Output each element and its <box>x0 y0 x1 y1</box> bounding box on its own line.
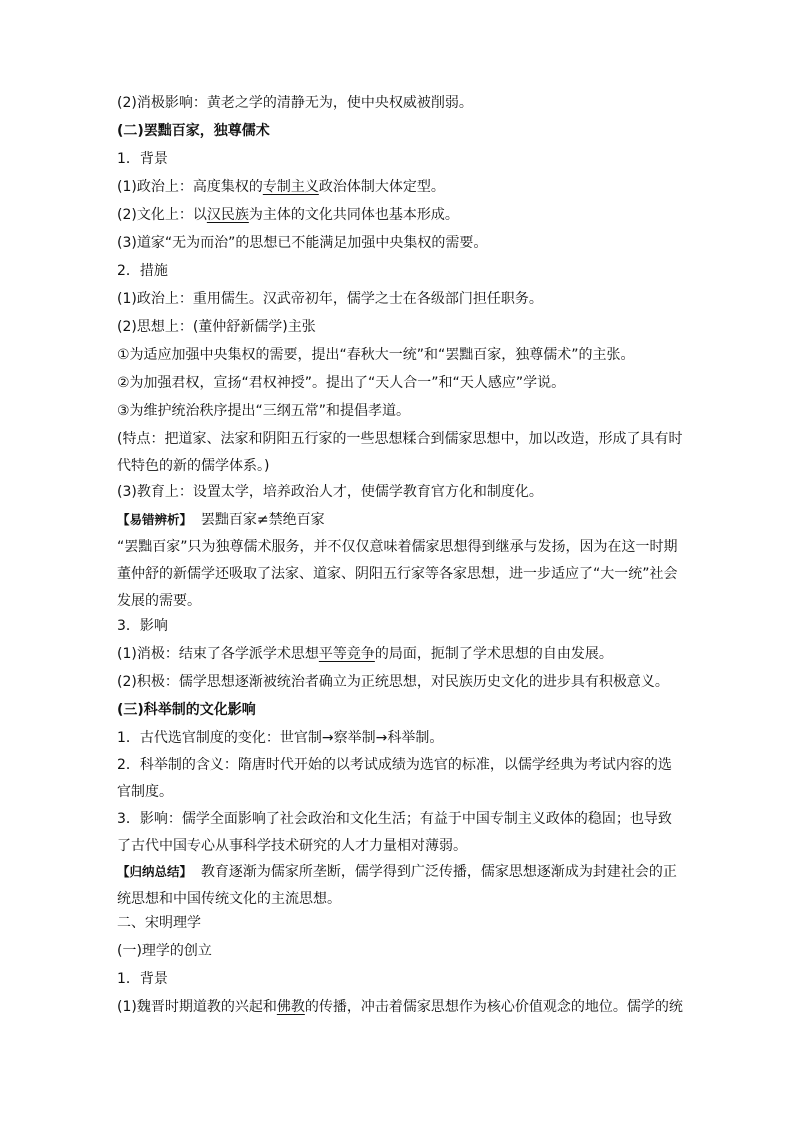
text-span: (1)政治上：高度集权的 <box>117 179 263 195</box>
text-line: (3)道家“无为而治”的思想已不能满足加强中央集权的需要。 <box>117 235 488 251</box>
underlined-term: 佛教 <box>276 999 305 1015</box>
text-line: (2)思想上：(董仲舒新儒学)主张 <box>117 319 316 335</box>
callout-heading <box>117 511 683 529</box>
text-span: 的传播，冲击着儒家思想作为核心价值观念的地位。儒学的统 <box>304 999 683 1015</box>
text-span: 为主体的文化共同体也基本形成。 <box>248 207 459 223</box>
text-line: (1)政治上：重用儒生。汉武帝初年，儒学之士在各级部门担任职务。 <box>117 291 543 307</box>
underlined-term: 平等竞争 <box>318 646 375 662</box>
text-line: ③为维护统治秩序提出“三纲五常”和提倡孝道。 <box>117 403 411 419</box>
text-line: 1．古代选官制度的变化：世官制→察举制→科举制。 <box>117 730 444 746</box>
text-span: 的局面，扼制了学术思想的自由发展。 <box>374 646 613 662</box>
section-heading: 二、宋明理学 <box>117 915 201 931</box>
text-line <box>117 206 683 224</box>
text-span: (1)消极：结束了各学派学术思想 <box>117 646 319 662</box>
text-line: (3)教育上：设置太学，培养政治人才，使儒学教育官方化和制度化。 <box>117 484 543 500</box>
text-line: ②为加强君权，宣扬“君权神授”。提出了“天人合一”和“天人感应”学说。 <box>117 375 566 391</box>
callout-text: 教育逐渐为儒家所垄断，儒学得到广泛传播，儒家思想逐渐成为封建社会的正统思想和中国传统文化的主流思想。 <box>117 864 677 907</box>
section-heading: (三)科举制的文化影响 <box>117 702 256 718</box>
callout-paragraph: “罢黜百家”只为独尊儒术服务，并不仅仅意味着儒家思想得到继承与发扬，因为在这一时期董仲舒的新儒学还吸取了法家、道家、阴阳五行家等各家思想，进一步适应了“大一统”社会发展的需要。 <box>117 539 678 609</box>
callout-tag: 【易错辨析】 <box>117 512 193 527</box>
section-heading: (二)罢黜百家，独尊儒术 <box>117 123 270 139</box>
underlined-term: 汉民族 <box>206 207 249 223</box>
text-span: 政治体制大体定型。 <box>318 179 445 195</box>
text-paragraph: (特点：把道家、法家和阴阳五行家的一些思想糅合到儒家思想中，加以改造，形成了具有时代特色的新的儒学体系。) <box>117 431 683 474</box>
callout-title: 罢黜百家≠禁绝百家 <box>200 512 325 528</box>
text-line: (2)消极影响：黄老之学的清静无为，使中央权威被削弱。 <box>117 95 473 111</box>
text-line <box>117 178 683 196</box>
text-line: (2)积极：儒学思想逐渐被统治者确立为正统思想，对民族历史文化的进步具有积极意义。 <box>117 674 669 690</box>
text-span: (2)文化上：以 <box>117 207 207 223</box>
subheading: 1．背景 <box>117 151 168 167</box>
callout-tag: 【归纳总结】 <box>117 864 193 879</box>
callout-paragraph <box>117 858 683 913</box>
text-line <box>117 998 683 1016</box>
text-span: (1)魏晋时期道教的兴起和 <box>117 999 277 1015</box>
subheading: 3．影响 <box>117 618 168 634</box>
subheading: 2．措施 <box>117 263 168 279</box>
section-heading: (一)理学的创立 <box>117 943 212 959</box>
subheading: 1．背景 <box>117 971 168 987</box>
text-paragraph: 3．影响：儒学全面影响了社会政治和文化生活；有益于中国专制主义政体的稳固；也导致了古代中国专心从事科学技术研究的人才力量相对薄弱。 <box>117 811 672 854</box>
text-paragraph: 2．科举制的含义：隋唐时代开始的以考试成绩为选官的标准，以儒学经典为考试内容的选官制度。 <box>117 757 672 800</box>
text-line: ①为适应加强中央集权的需要，提出“春秋大一统”和“罢黜百家，独尊儒术”的主张。 <box>117 347 635 363</box>
underlined-term: 专制主义 <box>262 179 319 195</box>
text-line <box>117 645 683 663</box>
